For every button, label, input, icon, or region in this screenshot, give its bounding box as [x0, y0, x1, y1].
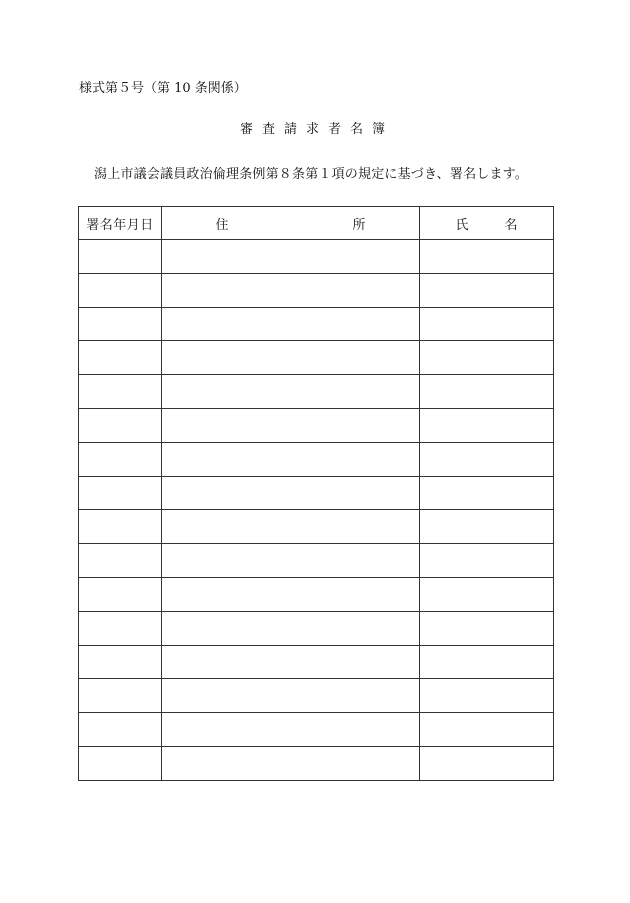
- name-cell[interactable]: [420, 341, 554, 375]
- header-address-part-2: 所: [352, 217, 366, 233]
- table-body: [79, 240, 554, 781]
- signature-roster-table: [78, 206, 554, 781]
- name-cell[interactable]: [420, 273, 554, 307]
- table-header-row: [79, 207, 554, 240]
- signature-date-cell[interactable]: [79, 307, 162, 341]
- name-cell[interactable]: [420, 544, 554, 578]
- address-cell[interactable]: [162, 307, 420, 341]
- name-cell[interactable]: [420, 611, 554, 645]
- name-cell[interactable]: [420, 713, 554, 747]
- table-row: [79, 375, 554, 409]
- signature-date-cell[interactable]: [79, 273, 162, 307]
- header-address-part-1: 住: [215, 217, 229, 233]
- name-cell[interactable]: [420, 510, 554, 544]
- table-row: [79, 645, 554, 679]
- table-row: [79, 442, 554, 476]
- header-name-part-2: 名: [504, 217, 518, 233]
- address-cell[interactable]: [162, 713, 420, 747]
- document-title: 審査請求者名簿: [239, 122, 394, 137]
- signature-date-cell[interactable]: [79, 645, 162, 679]
- form-number: 様式第５号（第 10 条関係）: [79, 81, 247, 96]
- signature-date-cell[interactable]: [79, 544, 162, 578]
- signature-date-cell[interactable]: [79, 442, 162, 476]
- address-cell[interactable]: [162, 577, 420, 611]
- header-address: [162, 207, 420, 240]
- signature-date-cell[interactable]: [79, 240, 162, 274]
- table-row: [79, 713, 554, 747]
- address-cell[interactable]: [162, 375, 420, 409]
- table-row: [79, 611, 554, 645]
- name-cell[interactable]: [420, 307, 554, 341]
- name-cell[interactable]: [420, 442, 554, 476]
- signature-date-cell[interactable]: [79, 408, 162, 442]
- table-row: [79, 307, 554, 341]
- table-row: [79, 240, 554, 274]
- header-name: [420, 207, 554, 240]
- signature-date-cell[interactable]: [79, 476, 162, 510]
- table-row: [79, 746, 554, 780]
- address-cell[interactable]: [162, 273, 420, 307]
- signature-date-cell[interactable]: [79, 341, 162, 375]
- name-cell[interactable]: [420, 240, 554, 274]
- name-cell[interactable]: [420, 746, 554, 780]
- address-cell[interactable]: [162, 476, 420, 510]
- table-row: [79, 679, 554, 713]
- table-row: [79, 510, 554, 544]
- table-row: [79, 408, 554, 442]
- table-row: [79, 341, 554, 375]
- address-cell[interactable]: [162, 679, 420, 713]
- header-name-part-1: 氏: [455, 217, 469, 233]
- name-cell[interactable]: [420, 577, 554, 611]
- address-cell[interactable]: [162, 611, 420, 645]
- table-row: [79, 273, 554, 307]
- address-cell[interactable]: [162, 544, 420, 578]
- signature-date-cell[interactable]: [79, 510, 162, 544]
- name-cell[interactable]: [420, 679, 554, 713]
- table-row: [79, 544, 554, 578]
- address-cell[interactable]: [162, 645, 420, 679]
- address-cell[interactable]: [162, 408, 420, 442]
- signature-date-cell[interactable]: [79, 577, 162, 611]
- address-cell[interactable]: [162, 442, 420, 476]
- table-row: [79, 577, 554, 611]
- signature-date-cell[interactable]: [79, 746, 162, 780]
- name-cell[interactable]: [420, 408, 554, 442]
- name-cell[interactable]: [420, 375, 554, 409]
- signature-date-cell[interactable]: [79, 713, 162, 747]
- address-cell[interactable]: [162, 240, 420, 274]
- signature-date-cell[interactable]: [79, 611, 162, 645]
- name-cell[interactable]: [420, 645, 554, 679]
- table-row: [79, 476, 554, 510]
- signature-date-cell[interactable]: [79, 375, 162, 409]
- address-cell[interactable]: [162, 341, 420, 375]
- header-signature-date: 署名年月日: [79, 207, 162, 240]
- name-cell[interactable]: [420, 476, 554, 510]
- signature-date-cell[interactable]: [79, 679, 162, 713]
- address-cell[interactable]: [162, 746, 420, 780]
- address-cell[interactable]: [162, 510, 420, 544]
- signature-statement: 潟上市議会議員政治倫理条例第８条第１項の規定に基づき、署名します。: [94, 167, 529, 182]
